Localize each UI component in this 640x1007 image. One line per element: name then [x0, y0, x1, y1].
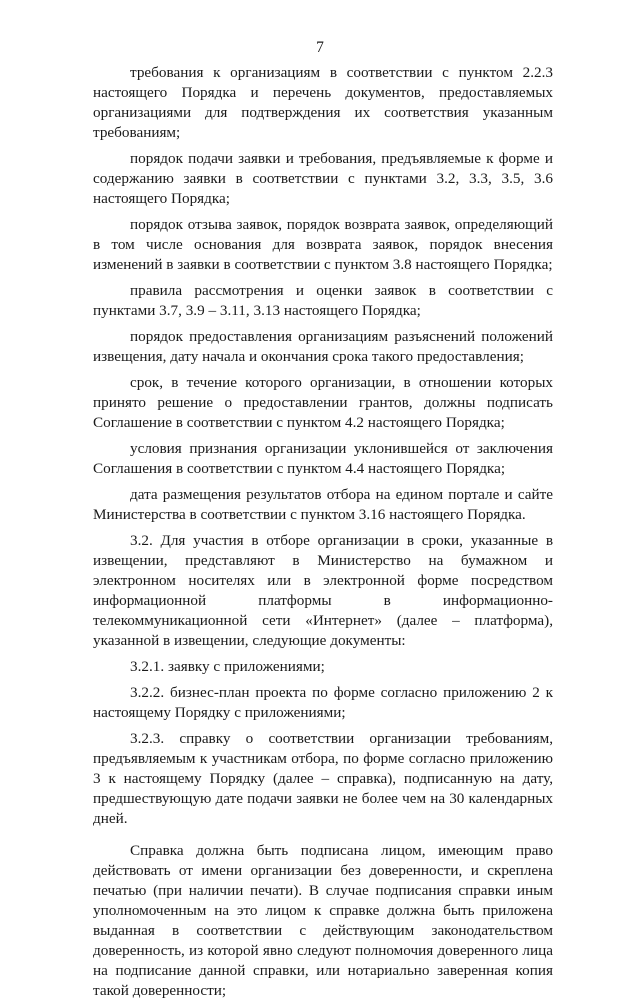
- paragraph-results-date: дата размещения результатов отбора на едином портале и сайте Министерства в соответствии с пунктом 3.16 настоящего Порядка.: [93, 486, 553, 523]
- paragraph-3-2-1: 3.2.1. заявку с приложениями;: [130, 658, 325, 675]
- paragraph-3-2-2: 3.2.2. бизнес-план проекта по форме согласно приложению 2 к настоящему Порядку с приложениями;: [93, 684, 553, 721]
- paragraph-requirements: требования к организациям в соответствии с пунктом 2.2.3 настоящего Порядка и перечень документов, предоставляемых организациями для подтверждения их соответствия указанным требованиям;: [93, 64, 553, 141]
- paragraph-withdrawal-order: порядок отзыва заявок, порядок возврата заявок, определяющий в том числе основания для возврата заявок, порядок внесения изменений в заявки в соответствии с пунктом 3.8 настоящего Порядка;: [93, 216, 553, 273]
- paragraph-clarifications: порядок предоставления организациям разъяснений положений извещения, дату начала и окончания срока такого предоставления;: [93, 328, 553, 365]
- paragraph-3-2: 3.2. Для участия в отборе организации в сроки, указанные в извещении, представляют в Министерство на бумажном и электронном носителях или в электронной форме посредством информационной платформы в информационно-телекоммуникационной сети «Интернет» (далее – платформа), указанной в извещении, следующие документы:: [93, 532, 553, 649]
- paragraph-evasion-conditions: условия признания организации уклонившейся от заключения Соглашения в соответствии с пунктом 4.4 настоящего Порядка;: [93, 440, 553, 477]
- paragraph-submission-order: порядок подачи заявки и требования, предъявляемые к форме и содержанию заявки в соответствии с пунктами 3.2, 3.3, 3.5, 3.6 настоящего Порядка;: [93, 150, 553, 207]
- paragraph-signing-term: срок, в течение которого организации, в отношении которых принято решение о предоставлении грантов, должны подписать Соглашение в соответствии с пунктом 4.2 настоящего Порядка;: [93, 374, 553, 431]
- paragraph-3-2-3: 3.2.3. справку о соответствии организации требованиям, предъявляемым к участникам отбора, по форме согласно приложению 3 к настоящему Порядку (далее – справка), подписанную на дату, предшествующую дате подачи заявки не более чем на 30 календарных дней.: [93, 730, 553, 827]
- paragraph-certificate-signature: Справка должна быть подписана лицом, имеющим право действовать от имени организации без доверенности, и скреплена печатью (при наличии печати). В случае подписания справки иным уполномоченным на это лицом к справке должна быть приложена выданная в соответствии с действующим законодательством доверенность, из которой явно следуют полномочия доверенного лица на подписание данной справки, или нотариально заверенная копия такой доверенности;: [93, 842, 553, 999]
- page-number: 7: [316, 39, 324, 56]
- document-body: [93, 63, 553, 1007]
- paragraph-review-rules: правила рассмотрения и оценки заявок в соответствии с пунктами 3.7, 3.9 – 3.11, 3.13 настоящего Порядка;: [93, 282, 553, 319]
